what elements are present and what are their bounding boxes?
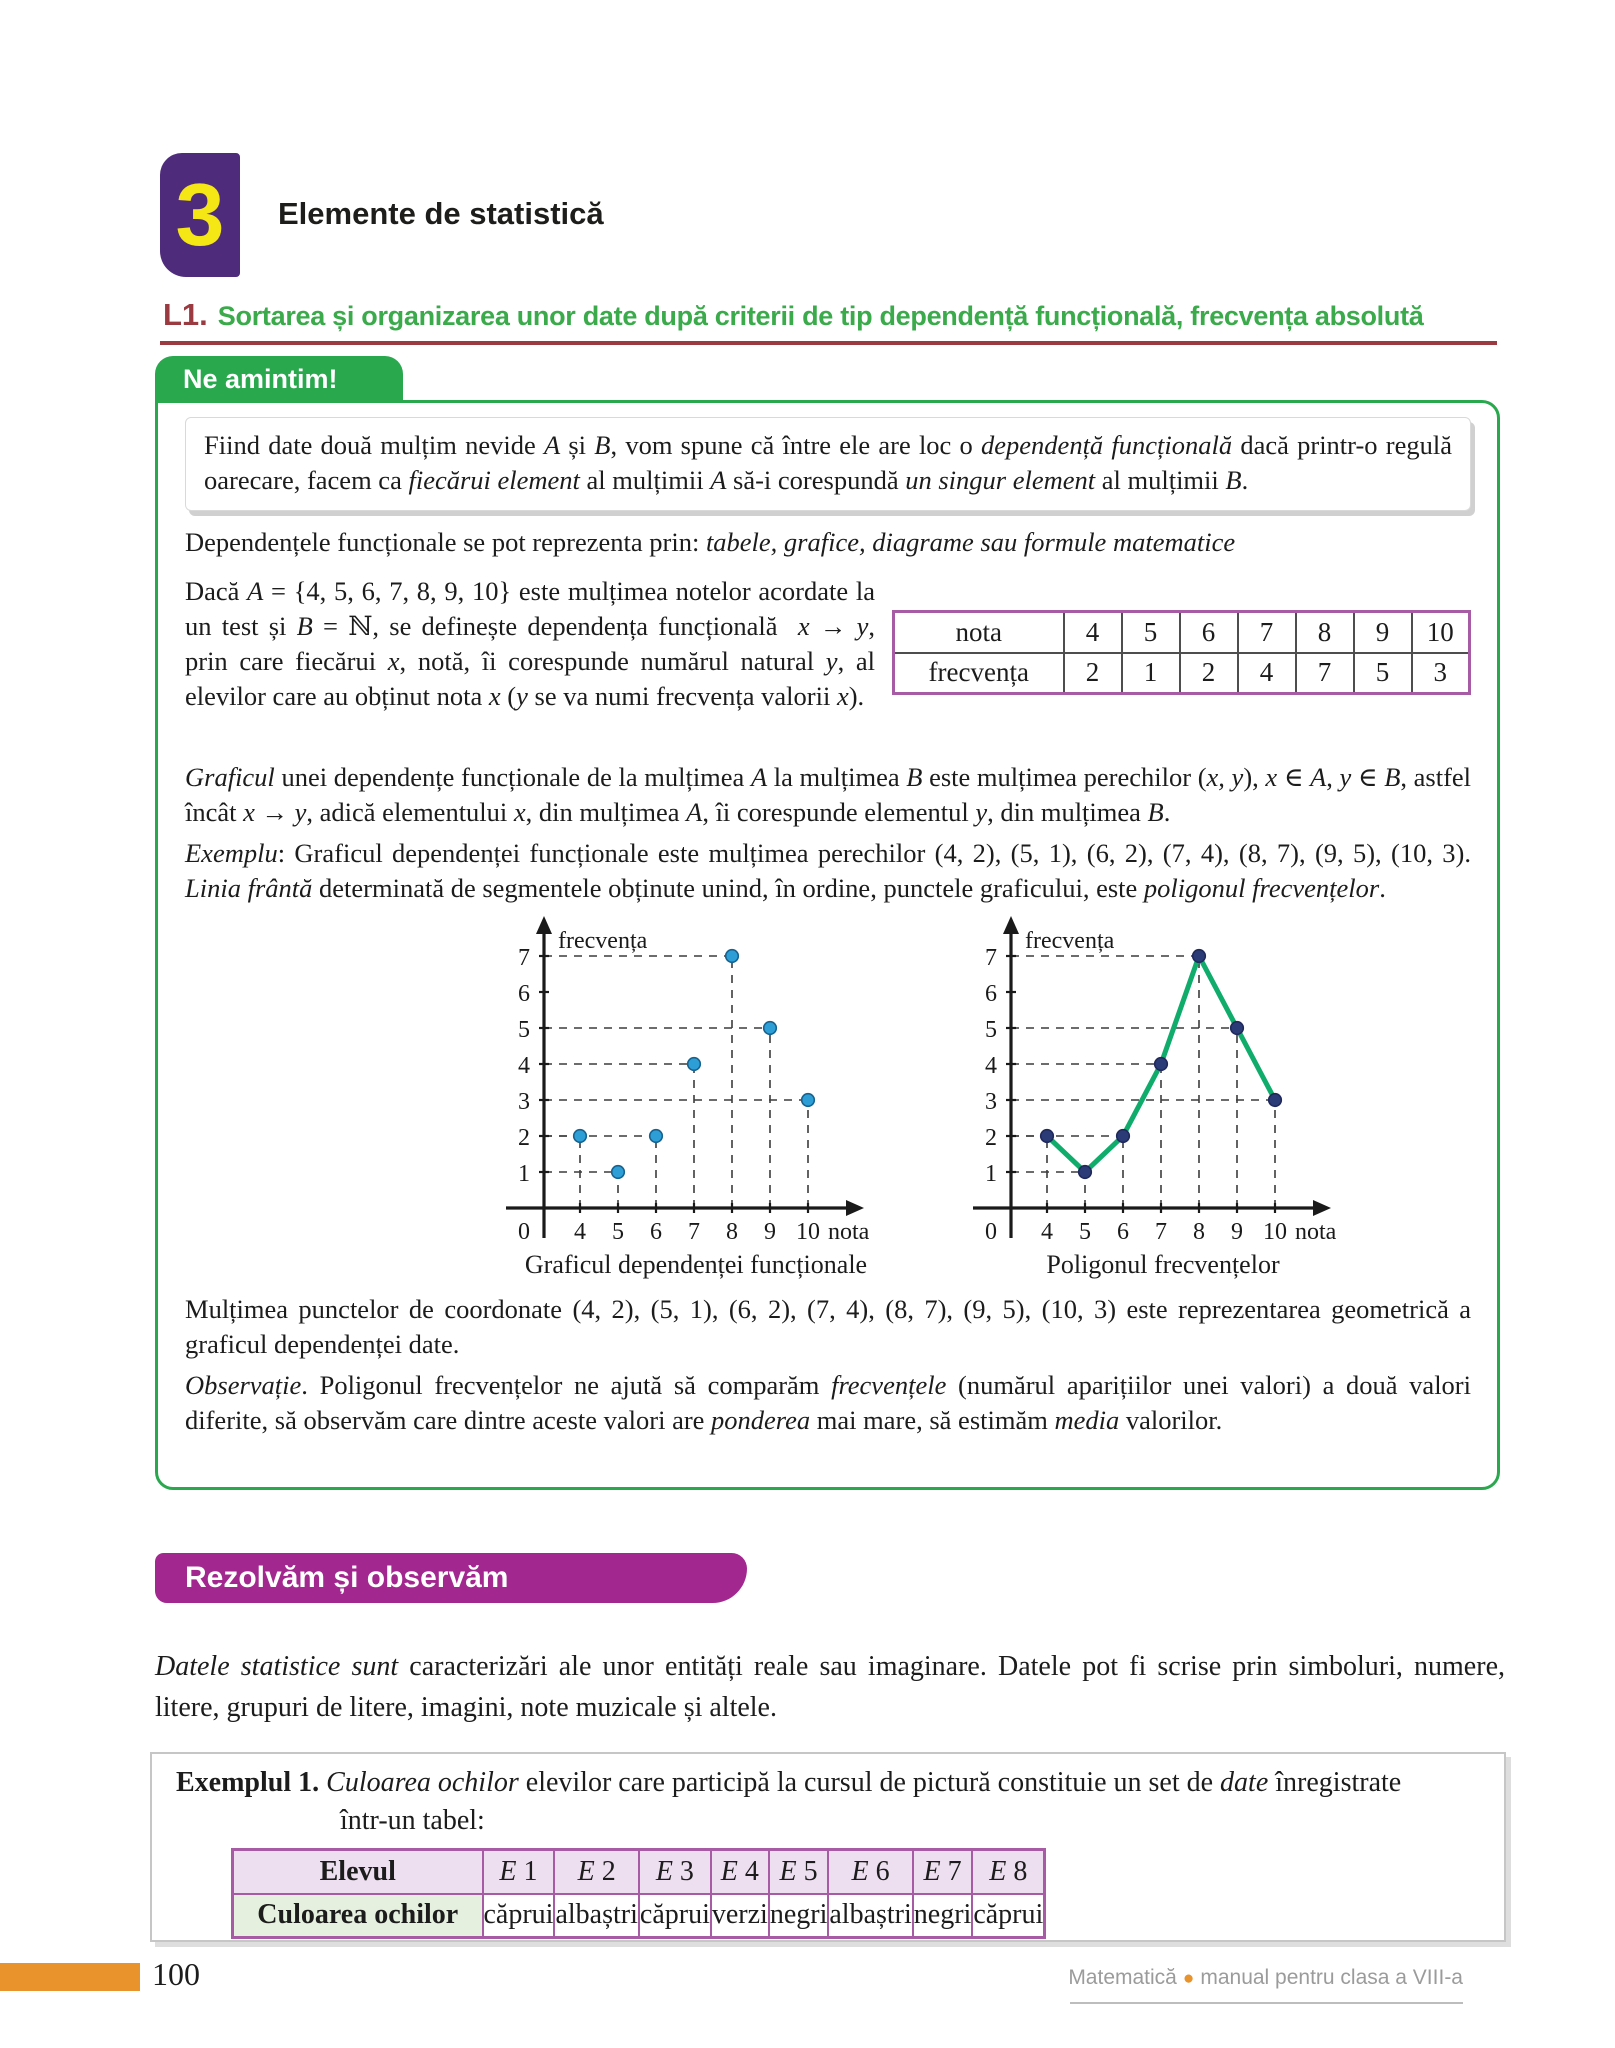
right-chart-caption: Poligonul frecvențelor — [1046, 1250, 1280, 1279]
remember-tab: Ne amintim! — [155, 356, 403, 402]
svg-text:6: 6 — [518, 981, 530, 1007]
table-cell: căprui — [483, 1894, 555, 1938]
table-cell: 3 — [1412, 653, 1470, 694]
svg-text:0: 0 — [518, 1219, 530, 1245]
svg-text:10: 10 — [1263, 1219, 1287, 1245]
svg-text:nota: nota — [828, 1219, 870, 1245]
table-cell: negri — [769, 1894, 829, 1938]
svg-text:nota: nota — [1295, 1219, 1337, 1245]
frequency-table — [892, 610, 1471, 695]
paragraph-representation: Dependențele funcționale se pot reprezenta prin: tabele, grafice, diagrame sau formule matematice — [185, 527, 1236, 557]
table-cell: 5 — [1354, 653, 1412, 694]
solve-banner: Rezolvăm și observăm — [155, 1553, 747, 1603]
table-cell: 10 — [1412, 612, 1470, 653]
svg-text:5: 5 — [985, 1017, 997, 1043]
table-cell: frecvența — [894, 653, 1064, 694]
table-cell: verzi — [711, 1894, 769, 1938]
lesson-underline — [160, 341, 1497, 345]
svg-text:9: 9 — [764, 1219, 776, 1245]
svg-text:9: 9 — [1231, 1219, 1243, 1245]
footer-brand: Matematică — [1068, 1966, 1177, 1989]
footer-rule — [1070, 2002, 1463, 2004]
table-cell: negri — [913, 1894, 973, 1938]
table-cell: 4 — [1064, 612, 1122, 653]
svg-text:10: 10 — [796, 1219, 820, 1245]
paragraph-datele: Datele statistice sunt caracterizări ale unor entități reale sau imaginare. Datele pot fi scrise prin simboluri, numere, litere, grupuri de litere, imagini, note muzicale și altele. — [155, 1651, 1505, 1723]
table-cell: Elevul — [233, 1850, 483, 1894]
table-cell: E 5 — [769, 1850, 829, 1894]
lesson-label: L1. — [163, 297, 208, 332]
table-row — [233, 1850, 1045, 1894]
example1-intro-text: Culoarea ochilor elevilor care participă la cursul de pictură constituie un set de date înregistrate — [326, 1767, 1402, 1798]
paragraph-observatie: Observație. Poligonul frecvențelor ne ajută să comparăm frecvențele (numărul aparițiilor unei valori) a două valori diferite, să observăm care dintre aceste valori are ponderea mai mare, să estimăm media valorilor. — [185, 1370, 1471, 1435]
table-row — [894, 612, 1470, 653]
text-with-table — [185, 574, 1471, 754]
paragraph-graficul: Graficul unei dependențe funcționale de la mulțimea A la mulțimea B este mulțimea perechilor (x, y), x ∈ A, y ∈ B, astfel încât x → y, adică elementului x, din mulțimea A, îi corespunde elementul y, din mulțimea B. — [185, 762, 1472, 827]
remember-box — [155, 400, 1500, 1490]
svg-text:5: 5 — [1079, 1219, 1091, 1245]
dependency-graph-svg — [496, 908, 896, 1248]
paragraph-exemplu: Exemplu: Graficul dependenței funcționale este mulțimea perechilor (4, 2), (5, 1), (6, 2), (7, 4), (8, 7), (9, 5), (10, 3). Linia frântă determinată de segmentele obținute unind, în ordine, punctele graficului, este poligonul frecvențelor. — [185, 838, 1471, 903]
svg-text:7: 7 — [518, 945, 530, 971]
table-cell: 1 — [1122, 653, 1180, 694]
table-cell: E 1 — [483, 1850, 555, 1894]
table-cell: 2 — [1064, 653, 1122, 694]
svg-text:6: 6 — [985, 981, 997, 1007]
paragraph-daca: Dacă A = {4, 5, 6, 7, 8, 9, 10} este mulțimea notelor acordate la un test și B = ℕ, se definește dependența funcțională x → y, prin care fiecărui x, notă, îi corespunde numărul natural y, al elevilor care au obținut nota x (y se va numi frecvența valorii x). — [185, 576, 876, 711]
svg-text:4: 4 — [574, 1219, 586, 1245]
svg-text:4: 4 — [985, 1053, 997, 1079]
table-cell: 7 — [1296, 653, 1354, 694]
table-cell: albaștri — [554, 1894, 638, 1938]
left-chart-caption: Graficul dependenței funcționale — [524, 1250, 868, 1279]
svg-text:7: 7 — [1155, 1219, 1167, 1245]
table-cell: 2 — [1180, 653, 1238, 694]
table-cell: 9 — [1354, 612, 1412, 653]
table-cell: 5 — [1122, 612, 1180, 653]
table-cell: E 2 — [554, 1850, 638, 1894]
svg-text:8: 8 — [726, 1219, 738, 1245]
svg-text:6: 6 — [650, 1219, 662, 1245]
chapter-title: Elemente de statistică — [278, 196, 604, 231]
footer-subtitle: manual pentru clasa a VIII-a — [1200, 1966, 1463, 1989]
svg-text:2: 2 — [518, 1125, 530, 1151]
svg-text:0: 0 — [985, 1219, 997, 1245]
charts-row — [185, 908, 1471, 1286]
svg-text:4: 4 — [518, 1053, 530, 1079]
svg-text:frecvența: frecvența — [1025, 928, 1115, 954]
example1-label: Exemplul 1. — [176, 1767, 320, 1798]
svg-text:1: 1 — [985, 1161, 997, 1187]
eye-color-table — [231, 1848, 1046, 1939]
paragraph-multimea: Mulțimea punctelor de coordonate (4, 2), (5, 1), (6, 2), (7, 4), (8, 7), (9, 5), (10, 3) este reprezentarea geometrică a graficul dependenței date. — [185, 1294, 1471, 1359]
table-cell: 8 — [1296, 612, 1354, 653]
svg-text:5: 5 — [518, 1017, 530, 1043]
table-cell: nota — [894, 612, 1064, 653]
table-cell: albaștri — [828, 1894, 912, 1938]
example1-intro-line2: într-un tabel: — [340, 1805, 485, 1836]
lesson-heading — [163, 297, 1503, 333]
svg-text:2: 2 — [985, 1125, 997, 1151]
table-cell: 7 — [1238, 612, 1296, 653]
footer-orange-bar — [0, 1963, 140, 1991]
table-cell: E 3 — [639, 1850, 711, 1894]
frequency-polygon-svg — [963, 908, 1363, 1248]
svg-text:4: 4 — [1041, 1219, 1053, 1245]
svg-text:5: 5 — [612, 1219, 624, 1245]
svg-text:1: 1 — [518, 1161, 530, 1187]
chapter-number-badge — [160, 153, 240, 277]
table-cell: 4 — [1238, 653, 1296, 694]
definition-box: Fiind date două mulțim nevide A și B, vom spune că între ele are loc o dependență funcțională dacă printr-o regulă oarecare, facem ca fiecărui element al mulțimii A să-i corespundă un singur element al mulțimii B. — [185, 417, 1471, 511]
svg-text:frecvența: frecvența — [558, 928, 648, 954]
table-cell: căprui — [639, 1894, 711, 1938]
footer-bullet-icon: ● — [1182, 1968, 1195, 1989]
table-cell: căprui — [972, 1894, 1044, 1938]
page-number: 100 — [152, 1956, 200, 1992]
svg-text:6: 6 — [1117, 1219, 1129, 1245]
chapter-number: 3 — [175, 165, 225, 264]
svg-text:3: 3 — [985, 1089, 997, 1115]
svg-text:3: 3 — [518, 1089, 530, 1115]
table-row — [894, 653, 1470, 694]
table-cell: E 8 — [972, 1850, 1044, 1894]
lesson-title: Sortarea și organizarea unor date după criterii de tip dependență funcțională, frecvența absolută — [217, 301, 1424, 331]
table-cell: E 4 — [711, 1850, 769, 1894]
table-row — [233, 1894, 1045, 1938]
svg-text:7: 7 — [688, 1219, 700, 1245]
example1-intro — [176, 1764, 1482, 1840]
table-cell: E 7 — [913, 1850, 973, 1894]
table-cell: Culoarea ochilor — [233, 1894, 483, 1938]
frequency-polygon-chart — [963, 908, 1363, 1280]
example1-box — [150, 1752, 1506, 1942]
svg-text:8: 8 — [1193, 1219, 1205, 1245]
table-cell: E 6 — [828, 1850, 912, 1894]
dependency-graph-chart — [496, 908, 896, 1280]
footer-brand-line — [1068, 1966, 1463, 1990]
svg-text:7: 7 — [985, 945, 997, 971]
table-cell: 6 — [1180, 612, 1238, 653]
